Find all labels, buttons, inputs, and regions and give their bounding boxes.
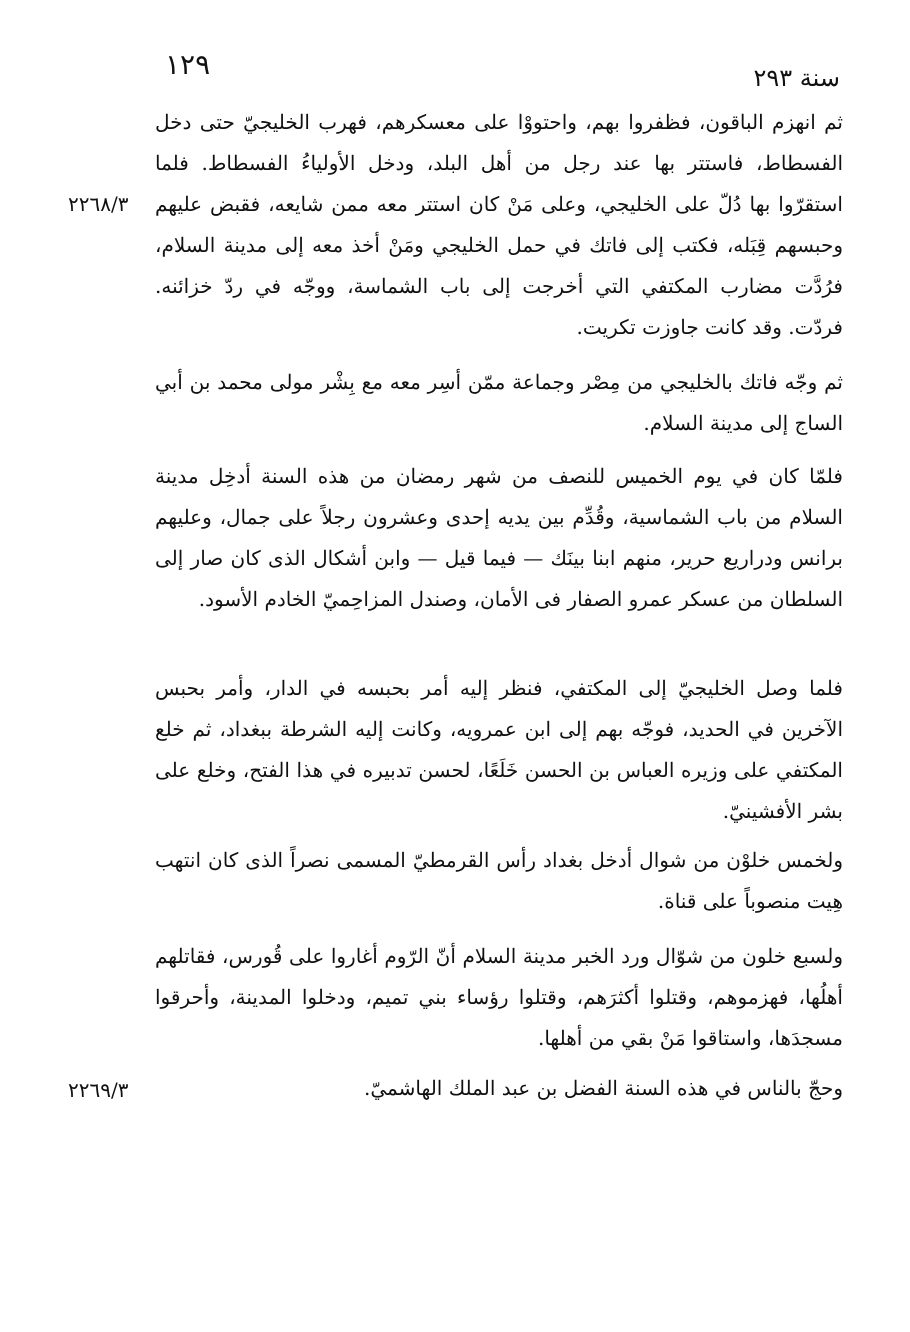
paragraph: فلما وصل الخليجيّ إلى المكتفي، فنظر إليه أمر بحبسه في الدار، وأمر بحبس الآخرين في الحديد، فوجّه بهم إلى ابن عمرويه، وكانت إليه الشرطة ببغداد، ثم خلع المكتفي على وزيره العباس بن الحسن خَلَعًا، لحسن تدبيره في هذا الفتح، وخلع على بشر الأفشينيّ. (155, 676, 843, 823)
margin-ref: ٢٢٦٨/٣ (68, 192, 129, 216)
running-head: سنة ٢٩٣ (753, 64, 840, 92)
paragraph: ولسبع خلون من شوّال ورد الخبر مدينة السلام أنّ الرّوم أغاروا على قُورس، فقاتلهم أهلُها، فهزموهم، وقتلوا أكثرَهم، وقتلوا رؤساء بني تميم، ودخلوا المدينة، وأحرقوا مسجدَها، واستاقوا مَنْ بقي من أهلها. (155, 944, 843, 1050)
page-number: ١٢٩ (165, 48, 211, 81)
margin-ref: ٢٢٦٩/٣ (68, 1078, 129, 1102)
paragraph: ولخمس خلوْن من شوال أدخل بغداد رأس القرمطيّ المسمى نصراً الذى كان انتهب هِيت منصوباً على قناة. (155, 848, 843, 913)
paragraph: ثم انهزم الباقون، فظفروا بهم، واحتووْا على معسكرهم، فهرب الخليجيّ حتى دخل الفسطاط، فاستتر بها عند رجل من أهل البلد، ودخل الأولياءُ الفسطاط. فلما استقرّوا بها دُلّ على الخليجي، وعلى مَنْ كان استتر معه ممن شايعه، فقبض عليهم وحبسهم قِبَله، فكتب إلى فاتك في حمل الخليجي ومَنْ أخذ معه إلى مدينة السلام، فرُدَّت مضارب المكتفي التي أخرجت إلى باب الشماسة، ووجّه في ردّ خزائنه. فردّت. وقد كانت جاوزت تكريت. (155, 110, 843, 339)
paragraph: ثم وجّه فاتك بالخليجي من مِصْر وجماعة ممّن أسِر معه مع بِشْر مولى محمد بن أبي الساج إلى مدينة السلام. (155, 370, 843, 435)
paragraph: فلمّا كان في يوم الخميس للنصف من شهر رمضان من هذه السنة أدخِل مدينة السلام من باب الشماسية، وقُدِّم بين يديه إحدى وعشرون رجلاً على جمال، وعليهم برانس ودراريع حرير، منهم ابنا بينَك — فيما قيل — وابن أشكال الذى كان صار إلى السلطان من عسكر عمرو الصفار فى الأمان، وصندل المزاحِميّ الخادم الأسود. (155, 464, 843, 611)
paragraph: وحجّ بالناس في هذه السنة الفضل بن عبد الملك الهاشميّ. (364, 1076, 843, 1100)
